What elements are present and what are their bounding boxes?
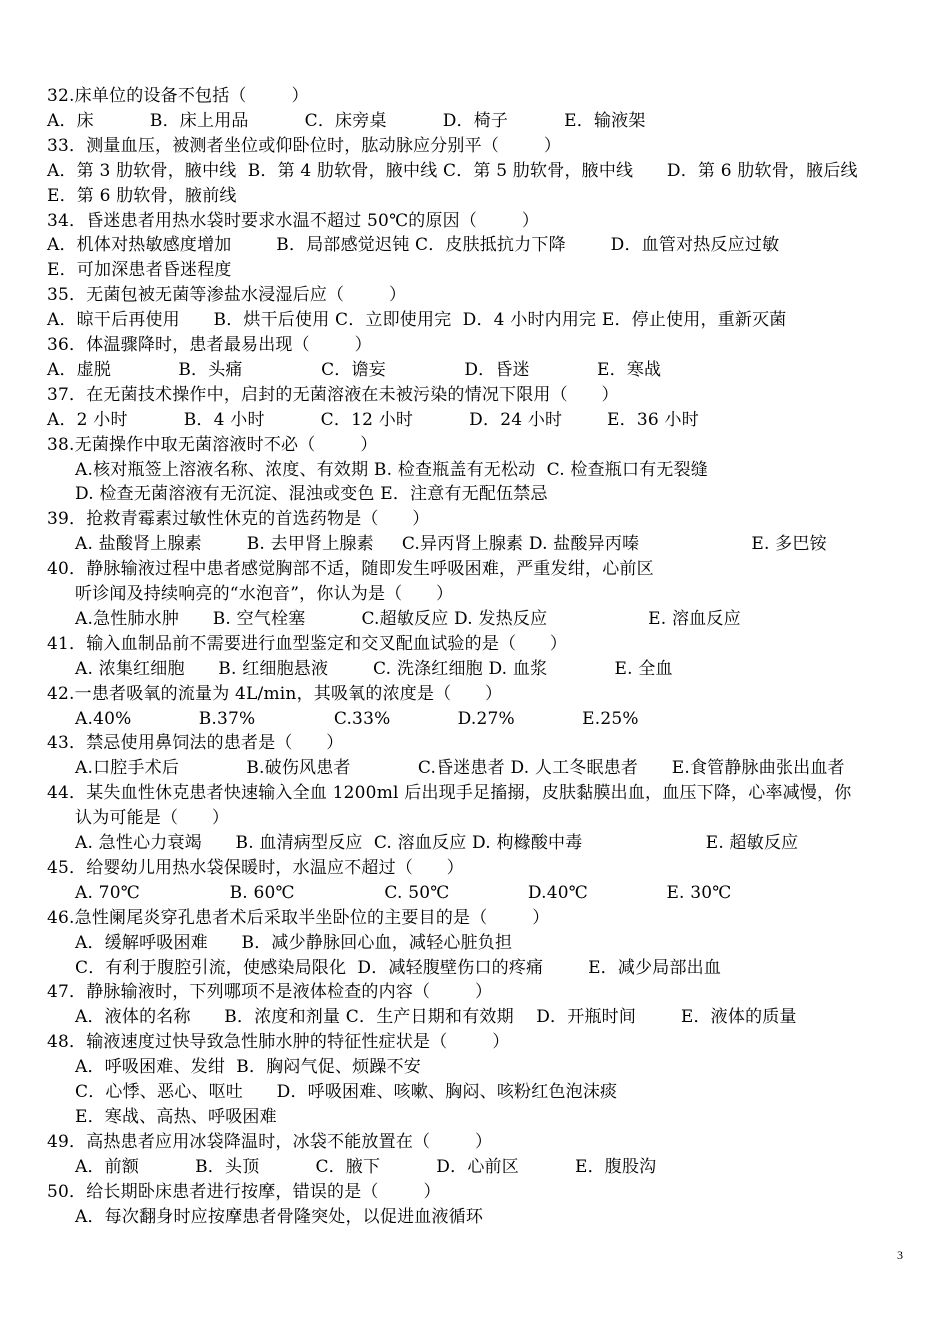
text-line: A．液体的名称 B．浓度和剂量 C．生产日期和有效期 D．开瓶时间 E．液体的质量 xyxy=(75,1007,797,1028)
text-line: A.口腔手术后 B.破伤风患者 C.昏迷患者 D. 人工冬眠患者 E.食管静脉曲张出血者 xyxy=(75,758,845,779)
text-line: A. 浓集红细胞 B. 红细胞悬液 C. 洗涤红细胞 D. 血浆 E. 全血 xyxy=(75,658,673,679)
text-line: 39．抢救青霉素过敏性休克的首选药物是（ ） xyxy=(47,509,430,530)
text-line: 42.一患者吸氧的流量为 4L/min，其吸氧的浓度是（ ） xyxy=(47,683,503,704)
text-line: C．心悸、恶心、呕吐 D．呼吸困难、咳嗽、胸闷、咳粉红色泡沫痰 xyxy=(75,1082,618,1102)
text-line: A．第 3 肋软骨，腋中线 B．第 4 肋软骨，腋中线 C．第 5 肋软骨，腋中线 D．第 6 肋软骨，腋后线 xyxy=(47,160,858,181)
text-line: A. 70℃ B. 60℃ C. 50℃ D.40℃ E. 30℃ xyxy=(75,882,732,903)
text-line: A．晾干后再使用 B．烘干后使用 C．立即使用完 D．4 小时内用完 E．停止使用，重新灭菌 xyxy=(47,310,787,331)
text-line: A.核对瓶签上溶液名称、浓度、有效期 B. 检查瓶盖有无松动 C. 检查瓶口有无裂缝 xyxy=(75,459,708,480)
text-line: 48．输液速度过快导致急性肺水肿的特征性症状是（ ） xyxy=(47,1032,510,1053)
text-line: 37．在无菌技术操作中，启封的无菌溶液在未被污染的情况下限用（ ） xyxy=(47,384,619,405)
text-line: 听诊闻及持续响亮的“水泡音”，你认为是（ ） xyxy=(75,584,454,604)
text-line: D. 检查无菌溶液有无沉淀、混浊或变色 E．注意有无配伍禁忌 xyxy=(75,484,548,505)
text-line: 32.床单位的设备不包括（ ） xyxy=(47,86,309,106)
text-line: 36．体温骤降时，患者最易出现（ ） xyxy=(47,335,372,355)
text-line: E．可加深患者昏迷程度 xyxy=(47,260,232,281)
text-line: E．寒战、高热、呼吸困难 xyxy=(75,1106,277,1127)
text-line: 35．无菌包被无菌等渗盐水浸湿后应（ ） xyxy=(47,285,407,306)
text-line: A.40% B.37% C.33% D.27% E.25% xyxy=(75,708,639,729)
text-line: A．机体对热敏感度增加 B．局部感觉迟钝 C．皮肤抵抗力下降 D．血管对热反应过敏 xyxy=(47,235,780,256)
text-line: A．2 小时 B．4 小时 C．12 小时 D．24 小时 E．36 小时 xyxy=(47,409,699,430)
text-line: A．床 B．床上用品 C．床旁桌 D．椅子 E．输液架 xyxy=(47,110,646,131)
text-line: 33．测量血压，被测者坐位或仰卧位时，肱动脉应分别平（ ） xyxy=(47,135,562,156)
text-line: 44．某失血性休克患者快速输入全血 1200ml 后出现手足搐搦，皮肤黏膜出血，血压下降，心率减慢，你 xyxy=(47,783,852,804)
text-line: A. 盐酸肾上腺素 B. 去甲肾上腺素 C.异丙肾上腺素 D. 盐酸异丙嗪 E. 多巴铵 xyxy=(75,534,827,555)
text-line: 38.无菌操作中取无菌溶液时不必（ ） xyxy=(47,434,378,455)
text-line: 34．昏迷患者用热水袋时要求水温不超过 50℃的原因（ ） xyxy=(47,210,540,231)
text-line: A.急性肺水肿 B. 空气栓塞 C.超敏反应 D. 发热反应 E. 溶血反应 xyxy=(75,608,741,629)
text-line: 40．静脉输液过程中患者感觉胸部不适，随即发生呼吸困难，严重发绀，心前区 xyxy=(47,559,654,580)
text-line: A．呼吸困难、发绀 B．胸闷气促、烦躁不安 xyxy=(75,1057,421,1078)
text-line: 47．静脉输液时，下列哪项不是液体检查的内容（ ） xyxy=(47,982,493,1003)
text-line: 认为可能是（ ） xyxy=(75,808,230,829)
page-number: 3 xyxy=(897,1248,903,1262)
text-line: 46.急性阑尾炎穿孔患者术后采取半坐卧位的主要目的是（ ） xyxy=(47,907,550,928)
text-line: E．第 6 肋软骨，腋前线 xyxy=(47,185,237,206)
text-line: 45．给婴幼儿用热水袋保暖时，水温应不超过（ ） xyxy=(47,857,464,878)
text-line: 50．给长期卧床患者进行按摩，错误的是（ ） xyxy=(47,1181,441,1202)
text-line: C．有利于腹腔引流，使感染局限化 D．减轻腹壁伤口的疼痛 E．减少局部出血 xyxy=(75,957,722,978)
text-line: A．缓解呼吸困难 B．减少静脉回心血，减轻心脏负担 xyxy=(75,932,513,953)
text-line: A．每次翻身时应按摩患者骨隆突处，以促进血液循环 xyxy=(75,1206,484,1227)
text-line: 43．禁忌使用鼻饲法的患者是（ ） xyxy=(47,733,344,754)
text-line: A．虚脱 B．头痛 C．谵妄 D．昏迷 E．寒战 xyxy=(47,359,662,380)
text-line: A. 急性心力衰竭 B. 血清病型反应 C. 溶血反应 D. 枸橼酸中毒 E. 超敏反应 xyxy=(75,833,799,853)
text-line: 49．高热患者应用冰袋降温时，冰袋不能放置在（ ） xyxy=(47,1131,493,1152)
text-line: A．前额 B．头顶 C．腋下 D．心前区 E．腹股沟 xyxy=(75,1156,657,1177)
text-line: 41．输入血制品前不需要进行血型鉴定和交叉配血试验的是（ ） xyxy=(47,633,568,654)
